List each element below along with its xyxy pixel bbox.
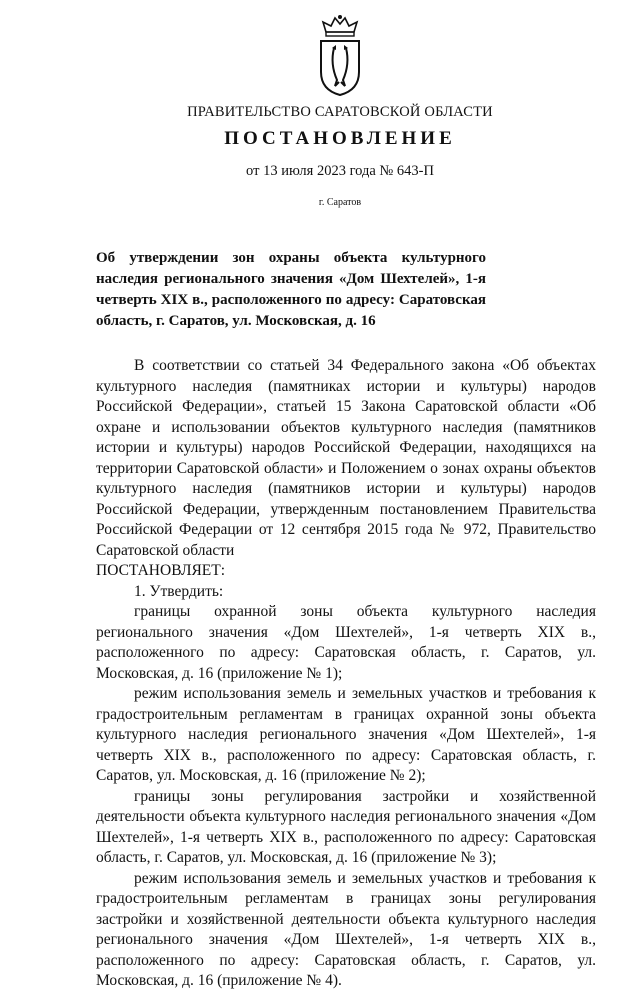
resolves-line: ПОСТАНОВЛЯЕТ: [96, 562, 226, 579]
item-1-heading: 1. Утвердить: [134, 582, 224, 600]
document-body [96, 356, 596, 992]
preamble-paragraph: В соответствии со статьей 34 Федерального закона «Об объектах культурного наследия (памятниках истории и культуры) народов Российской Федерации», статьей 15 Закона Саратовской области «Об охране и использовании объектов культурного наследия (памятников истории и культуры) народов Российской Федерации, находящихся на территории Саратовской области» и Положением о зонах охраны объектов культурного наследия (памятников истории и культуры) народов Российской Федерации, утвержденным постановлением Правительства Российской Федерации от 12 сентября 2015 года № 972, Правительство Саратовской области [96, 357, 596, 559]
document-type: ПОСТАНОВЛЕНИЕ [224, 128, 456, 149]
body-paragraph-4: режим использования земель и земельных участков и требования к градостроительным регламентам в границах зоны регулирования застройки и хозяйственной деятельности объекта культурного наследия регионального значения «Дом Шехтелей», 1-я четверть XIX в., расположенного по адресу: Саратовская область, г. Саратов, ул. Московская, д. 16 (приложение № 4). [96, 869, 596, 989]
document-title: Об утверждении зон охраны объекта культурного наследия регионального значения «Дом Шехтелей», 1-я четверть XIX в., расположенного по адресу: Саратовская область, г. Саратов, ул. Московская, д. 16 [96, 250, 486, 329]
body-paragraph-2: режим использования земель и земельных участков и требования к градостроительным регламентам в границах охранной зоны объекта культурного наследия регионального значения «Дом Шехтелей», 1-я четверть XIX в., расположенного по адресу: Саратовская область, г. Саратов, ул. Московская, д. 16 (приложение № 2); [96, 685, 596, 784]
body-paragraph-3: границы зоны регулирования застройки и хозяйственной деятельности объекта культурного наследия регионального значения «Дом Шехтелей», 1-я четверть XIX в., расположенного по адресу: Саратовская область, г. Саратов, ул. Московская, д. 16 (приложение № 3); [96, 787, 596, 866]
document-date-number: от 13 июля 2023 года № 643-П [246, 163, 434, 179]
government-name: ПРАВИТЕЛЬСТВО САРАТОВСКОЙ ОБЛАСТИ [187, 104, 493, 120]
city-label: г. Саратов [318, 197, 362, 208]
body-paragraph-1: границы охранной зоны объекта культурного наследия регионального значения «Дом Шехтелей», 1-я четверть XIX в., расположенного по адресу: Саратовская область, г. Саратов, ул. Московская, д. 16 (приложение № 1); [96, 603, 596, 682]
saratov-coat-of-arms-icon [317, 14, 363, 96]
